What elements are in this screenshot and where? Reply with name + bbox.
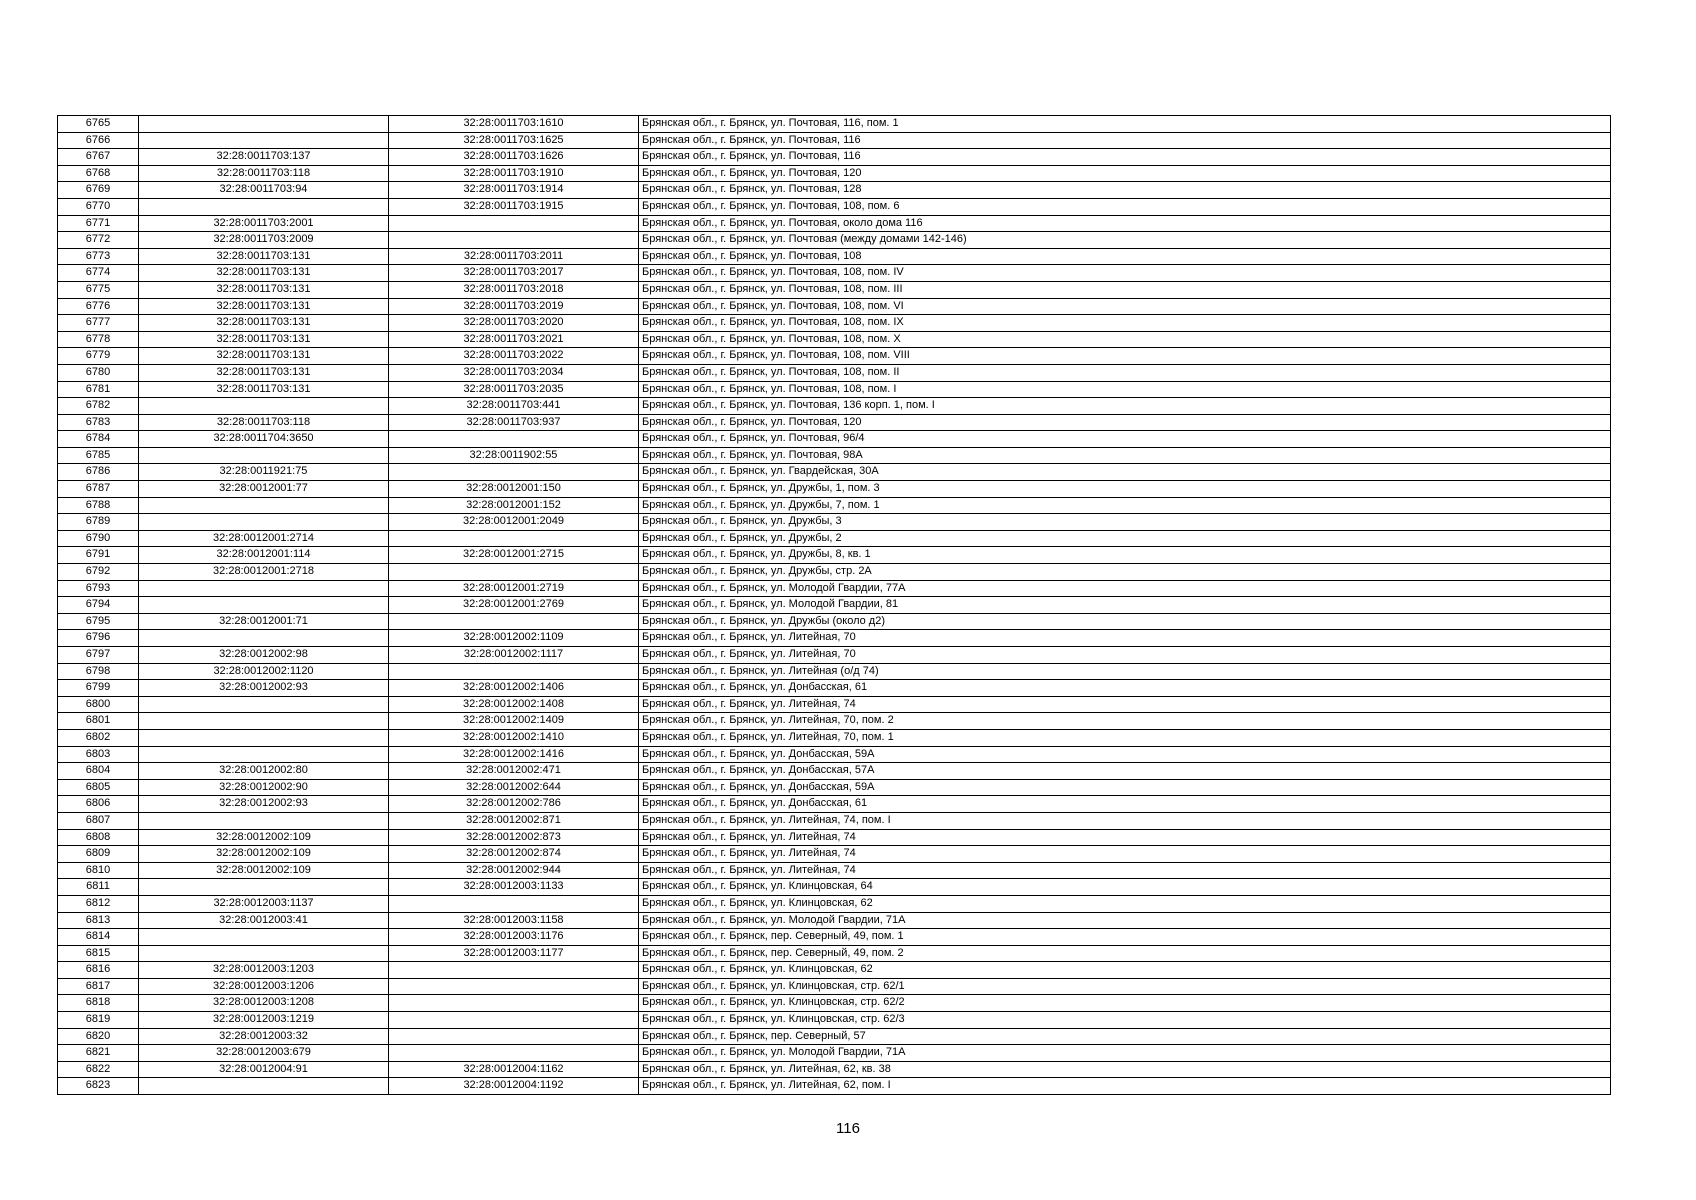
address-cell: Брянская обл., г. Брянск, пер. Северный, 49, пом. 2 [639,945,1611,962]
address-cell: Брянская обл., г. Брянск, ул. Донбасская, 57А [639,763,1611,780]
parcel-cadastral-cell: 32:28:0012003:1203 [139,962,389,979]
registry-table [57,115,1611,1095]
address-cell: Брянская обл., г. Брянск, ул. Почтовая (между домами 142-146) [639,232,1611,249]
row-number-cell: 6780 [58,364,139,381]
address-cell: Брянская обл., г. Брянск, ул. Гвардейская, 30А [639,464,1611,481]
object-cadastral-cell [389,1012,639,1029]
row-number-cell: 6768 [58,165,139,182]
object-cadastral-cell: 32:28:0012003:1158 [389,912,639,929]
row-number-cell: 6779 [58,348,139,365]
address-cell: Брянская обл., г. Брянск, ул. Почтовая, 116, пом. 1 [639,116,1611,133]
table-row [58,580,1611,597]
address-cell: Брянская обл., г. Брянск, ул. Почтовая, 108 [639,248,1611,265]
object-cadastral-cell: 32:28:0012003:1177 [389,945,639,962]
row-number-cell: 6785 [58,447,139,464]
table-row [58,597,1611,614]
parcel-cadastral-cell: 32:28:0011703:118 [139,165,389,182]
address-cell: Брянская обл., г. Брянск, ул. Почтовая, около дома 116 [639,215,1611,232]
address-cell: Брянская обл., г. Брянск, ул. Клинцовская, 62 [639,962,1611,979]
row-number-cell: 6781 [58,381,139,398]
table-row [58,912,1611,929]
object-cadastral-cell [389,1045,639,1062]
table-row [58,348,1611,365]
table-row [58,165,1611,182]
table-row [58,564,1611,581]
table-row [58,879,1611,896]
row-number-cell: 6793 [58,580,139,597]
address-cell: Брянская обл., г. Брянск, ул. Молодой Гвардии, 77А [639,580,1611,597]
row-number-cell: 6774 [58,265,139,282]
row-number-cell: 6821 [58,1045,139,1062]
parcel-cadastral-cell [139,497,389,514]
object-cadastral-cell: 32:28:0011703:1610 [389,116,639,133]
address-cell: Брянская обл., г. Брянск, ул. Литейная, 74 [639,846,1611,863]
table-row [58,895,1611,912]
object-cadastral-cell: 32:28:0012001:2715 [389,547,639,564]
table-row [58,630,1611,647]
row-number-cell: 6789 [58,514,139,531]
parcel-cadastral-cell: 32:28:0012002:98 [139,647,389,664]
address-cell: Брянская обл., г. Брянск, ул. Почтовая, 108, пом. II [639,364,1611,381]
row-number-cell: 6822 [58,1061,139,1078]
address-cell: Брянская обл., г. Брянск, ул. Почтовая, 96/4 [639,431,1611,448]
row-number-cell: 6769 [58,182,139,199]
table-row [58,1078,1611,1095]
object-cadastral-cell: 32:28:0012002:874 [389,846,639,863]
parcel-cadastral-cell: 32:28:0011703:131 [139,364,389,381]
parcel-cadastral-cell: 32:28:0011703:94 [139,182,389,199]
table-row [58,1045,1611,1062]
table-row [58,796,1611,813]
parcel-cadastral-cell: 32:28:0012001:2718 [139,564,389,581]
parcel-cadastral-cell: 32:28:0011703:118 [139,414,389,431]
address-cell: Брянская обл., г. Брянск, ул. Почтовая, 120 [639,414,1611,431]
object-cadastral-cell: 32:28:0012002:1410 [389,729,639,746]
address-cell: Брянская обл., г. Брянск, ул. Почтовая, 116 [639,149,1611,166]
object-cadastral-cell: 32:28:0012004:1192 [389,1078,639,1095]
table-row [58,696,1611,713]
parcel-cadastral-cell: 32:28:0011703:131 [139,315,389,332]
table-row [58,729,1611,746]
address-cell: Брянская обл., г. Брянск, ул. Почтовая, 108, пом. VIII [639,348,1611,365]
object-cadastral-cell: 32:28:0011703:2020 [389,315,639,332]
row-number-cell: 6805 [58,779,139,796]
parcel-cadastral-cell: 32:28:0011703:131 [139,281,389,298]
address-cell: Брянская обл., г. Брянск, ул. Почтовая, 108, пом. X [639,331,1611,348]
table-row [58,680,1611,697]
address-cell: Брянская обл., г. Брянск, ул. Литейная, 70, пом. 2 [639,713,1611,730]
table-row [58,530,1611,547]
object-cadastral-cell [389,215,639,232]
parcel-cadastral-cell: 32:28:0012001:2714 [139,530,389,547]
row-number-cell: 6797 [58,647,139,664]
object-cadastral-cell [389,962,639,979]
parcel-cadastral-cell [139,132,389,149]
table-row [58,647,1611,664]
address-cell: Брянская обл., г. Брянск, ул. Донбасская, 61 [639,796,1611,813]
parcel-cadastral-cell: 32:28:0012004:91 [139,1061,389,1078]
row-number-cell: 6786 [58,464,139,481]
object-cadastral-cell: 32:28:0012002:944 [389,862,639,879]
row-number-cell: 6791 [58,547,139,564]
object-cadastral-cell: 32:28:0012002:1117 [389,647,639,664]
row-number-cell: 6796 [58,630,139,647]
object-cadastral-cell [389,564,639,581]
parcel-cadastral-cell: 32:28:0011704:3650 [139,431,389,448]
table-row [58,929,1611,946]
object-cadastral-cell: 32:28:0011703:2011 [389,248,639,265]
parcel-cadastral-cell: 32:28:0011921:75 [139,464,389,481]
parcel-cadastral-cell: 32:28:0012003:679 [139,1045,389,1062]
parcel-cadastral-cell [139,398,389,415]
address-cell: Брянская обл., г. Брянск, ул. Донбасская, 59А [639,746,1611,763]
address-cell: Брянская обл., г. Брянск, ул. Почтовая, 136 корп. 1, пом. I [639,398,1611,415]
parcel-cadastral-cell: 32:28:0012002:1120 [139,663,389,680]
parcel-cadastral-cell: 32:28:0012003:1206 [139,978,389,995]
address-cell: Брянская обл., г. Брянск, ул. Литейная, 62, кв. 38 [639,1061,1611,1078]
table-row [58,431,1611,448]
table-row [58,265,1611,282]
parcel-cadastral-cell [139,580,389,597]
object-cadastral-cell: 32:28:0012002:786 [389,796,639,813]
parcel-cadastral-cell [139,812,389,829]
table-row [58,846,1611,863]
table-row [58,514,1611,531]
object-cadastral-cell: 32:28:0012002:1109 [389,630,639,647]
table-row [58,763,1611,780]
table-row [58,149,1611,166]
parcel-cadastral-cell: 32:28:0012002:93 [139,680,389,697]
object-cadastral-cell: 32:28:0011703:1626 [389,149,639,166]
address-cell: Брянская обл., г. Брянск, ул. Молодой Гвардии, 71А [639,912,1611,929]
table-row [58,215,1611,232]
object-cadastral-cell: 32:28:0011703:937 [389,414,639,431]
row-number-cell: 6766 [58,132,139,149]
object-cadastral-cell [389,232,639,249]
registry-table-container [57,115,1610,1095]
address-cell: Брянская обл., г. Брянск, ул. Дружбы (около д2) [639,613,1611,630]
address-cell: Брянская обл., г. Брянск, ул. Клинцовская, 64 [639,879,1611,896]
row-number-cell: 6798 [58,663,139,680]
table-row [58,547,1611,564]
address-cell: Брянская обл., г. Брянск, ул. Дружбы, 3 [639,514,1611,531]
object-cadastral-cell: 32:28:0012003:1133 [389,879,639,896]
object-cadastral-cell: 32:28:0012002:1409 [389,713,639,730]
parcel-cadastral-cell [139,447,389,464]
table-row [58,995,1611,1012]
address-cell: Брянская обл., г. Брянск, ул. Почтовая, 108, пом. IV [639,265,1611,282]
row-number-cell: 6770 [58,198,139,215]
object-cadastral-cell: 32:28:0012002:1406 [389,680,639,697]
object-cadastral-cell [389,1028,639,1045]
object-cadastral-cell: 32:28:0012002:871 [389,812,639,829]
table-row [58,812,1611,829]
address-cell: Брянская обл., г. Брянск, ул. Литейная, 74 [639,862,1611,879]
table-row [58,281,1611,298]
row-number-cell: 6814 [58,929,139,946]
object-cadastral-cell: 32:28:0011703:2022 [389,348,639,365]
object-cadastral-cell: 32:28:0011703:1914 [389,182,639,199]
parcel-cadastral-cell [139,879,389,896]
object-cadastral-cell [389,895,639,912]
row-number-cell: 6815 [58,945,139,962]
parcel-cadastral-cell: 32:28:0012003:32 [139,1028,389,1045]
parcel-cadastral-cell: 32:28:0012002:109 [139,862,389,879]
object-cadastral-cell: 32:28:0012002:873 [389,829,639,846]
parcel-cadastral-cell: 32:28:0011703:131 [139,248,389,265]
table-row [58,132,1611,149]
object-cadastral-cell [389,978,639,995]
object-cadastral-cell: 32:28:0011703:2018 [389,281,639,298]
object-cadastral-cell [389,431,639,448]
parcel-cadastral-cell: 32:28:0012002:93 [139,796,389,813]
row-number-cell: 6778 [58,331,139,348]
row-number-cell: 6819 [58,1012,139,1029]
parcel-cadastral-cell [139,630,389,647]
row-number-cell: 6782 [58,398,139,415]
table-row [58,447,1611,464]
table-row [58,1028,1611,1045]
table-row [58,198,1611,215]
address-cell: Брянская обл., г. Брянск, ул. Почтовая, 108, пом. III [639,281,1611,298]
row-number-cell: 6803 [58,746,139,763]
object-cadastral-cell [389,613,639,630]
parcel-cadastral-cell [139,945,389,962]
parcel-cadastral-cell [139,746,389,763]
row-number-cell: 6812 [58,895,139,912]
parcel-cadastral-cell: 32:28:0011703:131 [139,381,389,398]
address-cell: Брянская обл., г. Брянск, ул. Клинцовская, стр. 62/3 [639,1012,1611,1029]
object-cadastral-cell [389,530,639,547]
object-cadastral-cell: 32:28:0012001:152 [389,497,639,514]
object-cadastral-cell: 32:28:0012002:1408 [389,696,639,713]
registry-table-body [58,116,1611,1095]
row-number-cell: 6808 [58,829,139,846]
table-row [58,978,1611,995]
object-cadastral-cell: 32:28:0011703:2034 [389,364,639,381]
table-row [58,364,1611,381]
address-cell: Брянская обл., г. Брянск, ул. Молодой Гвардии, 71А [639,1045,1611,1062]
row-number-cell: 6802 [58,729,139,746]
parcel-cadastral-cell: 32:28:0012001:77 [139,481,389,498]
table-row [58,398,1611,415]
address-cell: Брянская обл., г. Брянск, ул. Дружбы, 1, пом. 3 [639,481,1611,498]
row-number-cell: 6804 [58,763,139,780]
address-cell: Брянская обл., г. Брянск, ул. Литейная, 70 [639,630,1611,647]
table-row [58,945,1611,962]
parcel-cadastral-cell: 32:28:0012001:71 [139,613,389,630]
object-cadastral-cell: 32:28:0011703:441 [389,398,639,415]
address-cell: Брянская обл., г. Брянск, ул. Почтовая, 108, пом. VI [639,298,1611,315]
row-number-cell: 6806 [58,796,139,813]
address-cell: Брянская обл., г. Брянск, ул. Литейная, 74 [639,696,1611,713]
row-number-cell: 6823 [58,1078,139,1095]
parcel-cadastral-cell: 32:28:0011703:131 [139,298,389,315]
address-cell: Брянская обл., г. Брянск, ул. Почтовая, 108, пом. 6 [639,198,1611,215]
object-cadastral-cell: 32:28:0012003:1176 [389,929,639,946]
table-row [58,182,1611,199]
row-number-cell: 6820 [58,1028,139,1045]
address-cell: Брянская обл., г. Брянск, пер. Северный, 57 [639,1028,1611,1045]
parcel-cadastral-cell [139,514,389,531]
object-cadastral-cell: 32:28:0011703:2021 [389,331,639,348]
address-cell: Брянская обл., г. Брянск, ул. Молодой Гвардии, 81 [639,597,1611,614]
row-number-cell: 6788 [58,497,139,514]
address-cell: Брянская обл., г. Брянск, ул. Клинцовская, стр. 62/2 [639,995,1611,1012]
table-row [58,298,1611,315]
row-number-cell: 6787 [58,481,139,498]
parcel-cadastral-cell: 32:28:0011703:2001 [139,215,389,232]
row-number-cell: 6816 [58,962,139,979]
address-cell: Брянская обл., г. Брянск, ул. Почтовая, 108, пом. I [639,381,1611,398]
object-cadastral-cell: 32:28:0012002:471 [389,763,639,780]
object-cadastral-cell: 32:28:0012001:2719 [389,580,639,597]
row-number-cell: 6810 [58,862,139,879]
row-number-cell: 6795 [58,613,139,630]
address-cell: Брянская обл., г. Брянск, ул. Клинцовская, стр. 62/1 [639,978,1611,995]
row-number-cell: 6784 [58,431,139,448]
object-cadastral-cell: 32:28:0011703:2019 [389,298,639,315]
row-number-cell: 6765 [58,116,139,133]
object-cadastral-cell: 32:28:0012002:644 [389,779,639,796]
object-cadastral-cell: 32:28:0012004:1162 [389,1061,639,1078]
row-number-cell: 6767 [58,149,139,166]
table-row [58,381,1611,398]
table-row [58,1061,1611,1078]
object-cadastral-cell: 32:28:0012001:150 [389,481,639,498]
address-cell: Брянская обл., г. Брянск, ул. Литейная, 62, пом. I [639,1078,1611,1095]
parcel-cadastral-cell [139,116,389,133]
parcel-cadastral-cell: 32:28:0012003:41 [139,912,389,929]
address-cell: Брянская обл., г. Брянск, ул. Литейная (о/д 74) [639,663,1611,680]
row-number-cell: 6790 [58,530,139,547]
object-cadastral-cell: 32:28:0011703:2017 [389,265,639,282]
parcel-cadastral-cell [139,1078,389,1095]
address-cell: Брянская обл., г. Брянск, ул. Донбасская, 59А [639,779,1611,796]
table-row [58,862,1611,879]
table-row [58,713,1611,730]
address-cell: Брянская обл., г. Брянск, ул. Дружбы, 2 [639,530,1611,547]
address-cell: Брянская обл., г. Брянск, ул. Клинцовская, 62 [639,895,1611,912]
row-number-cell: 6783 [58,414,139,431]
table-row [58,315,1611,332]
object-cadastral-cell: 32:28:0011902:55 [389,447,639,464]
object-cadastral-cell: 32:28:0012002:1416 [389,746,639,763]
address-cell: Брянская обл., г. Брянск, ул. Литейная, 74 [639,829,1611,846]
row-number-cell: 6801 [58,713,139,730]
table-row [58,116,1611,133]
row-number-cell: 6771 [58,215,139,232]
table-row [58,1012,1611,1029]
address-cell: Брянская обл., г. Брянск, ул. Почтовая, 128 [639,182,1611,199]
address-cell: Брянская обл., г. Брянск, ул. Донбасская, 61 [639,680,1611,697]
parcel-cadastral-cell: 32:28:0012003:1219 [139,1012,389,1029]
object-cadastral-cell: 32:28:0011703:1625 [389,132,639,149]
table-row [58,414,1611,431]
row-number-cell: 6813 [58,912,139,929]
parcel-cadastral-cell [139,696,389,713]
address-cell: Брянская обл., г. Брянск, ул. Почтовая, 98А [639,447,1611,464]
table-row [58,331,1611,348]
object-cadastral-cell: 32:28:0011703:1915 [389,198,639,215]
parcel-cadastral-cell [139,198,389,215]
parcel-cadastral-cell [139,729,389,746]
row-number-cell: 6811 [58,879,139,896]
address-cell: Брянская обл., г. Брянск, ул. Литейная, 74, пом. I [639,812,1611,829]
table-row [58,829,1611,846]
address-cell: Брянская обл., г. Брянск, ул. Почтовая, 120 [639,165,1611,182]
address-cell: Брянская обл., г. Брянск, ул. Дружбы, 8, кв. 1 [639,547,1611,564]
row-number-cell: 6799 [58,680,139,697]
row-number-cell: 6807 [58,812,139,829]
row-number-cell: 6775 [58,281,139,298]
parcel-cadastral-cell: 32:28:0012003:1208 [139,995,389,1012]
table-row [58,779,1611,796]
parcel-cadastral-cell [139,713,389,730]
parcel-cadastral-cell [139,929,389,946]
parcel-cadastral-cell: 32:28:0012002:90 [139,779,389,796]
table-row [58,962,1611,979]
parcel-cadastral-cell [139,597,389,614]
table-row [58,481,1611,498]
address-cell: Брянская обл., г. Брянск, ул. Почтовая, 116 [639,132,1611,149]
parcel-cadastral-cell: 32:28:0011703:2009 [139,232,389,249]
object-cadastral-cell: 32:28:0012001:2049 [389,514,639,531]
parcel-cadastral-cell: 32:28:0011703:131 [139,348,389,365]
address-cell: Брянская обл., г. Брянск, ул. Литейная, 70, пом. 1 [639,729,1611,746]
object-cadastral-cell: 32:28:0011703:1910 [389,165,639,182]
table-row [58,497,1611,514]
address-cell: Брянская обл., г. Брянск, ул. Дружбы, стр. 2А [639,564,1611,581]
table-row [58,248,1611,265]
parcel-cadastral-cell: 32:28:0011703:131 [139,265,389,282]
row-number-cell: 6809 [58,846,139,863]
parcel-cadastral-cell: 32:28:0011703:137 [139,149,389,166]
object-cadastral-cell [389,663,639,680]
parcel-cadastral-cell: 32:28:0012002:109 [139,846,389,863]
row-number-cell: 6776 [58,298,139,315]
row-number-cell: 6800 [58,696,139,713]
parcel-cadastral-cell: 32:28:0012002:80 [139,763,389,780]
address-cell: Брянская обл., г. Брянск, ул. Почтовая, 108, пом. IX [639,315,1611,332]
table-row [58,613,1611,630]
row-number-cell: 6818 [58,995,139,1012]
parcel-cadastral-cell: 32:28:0011703:131 [139,331,389,348]
table-row [58,232,1611,249]
row-number-cell: 6794 [58,597,139,614]
address-cell: Брянская обл., г. Брянск, ул. Дружбы, 7, пом. 1 [639,497,1611,514]
object-cadastral-cell: 32:28:0011703:2035 [389,381,639,398]
table-row [58,464,1611,481]
row-number-cell: 6792 [58,564,139,581]
object-cadastral-cell: 32:28:0012001:2769 [389,597,639,614]
parcel-cadastral-cell: 32:28:0012001:114 [139,547,389,564]
object-cadastral-cell [389,464,639,481]
page-number: 116 [836,1120,860,1137]
table-row [58,746,1611,763]
address-cell: Брянская обл., г. Брянск, ул. Литейная, 70 [639,647,1611,664]
table-row [58,663,1611,680]
row-number-cell: 6772 [58,232,139,249]
row-number-cell: 6773 [58,248,139,265]
row-number-cell: 6817 [58,978,139,995]
parcel-cadastral-cell: 32:28:0012002:109 [139,829,389,846]
row-number-cell: 6777 [58,315,139,332]
object-cadastral-cell [389,995,639,1012]
parcel-cadastral-cell: 32:28:0012003:1137 [139,895,389,912]
address-cell: Брянская обл., г. Брянск, пер. Северный, 49, пом. 1 [639,929,1611,946]
